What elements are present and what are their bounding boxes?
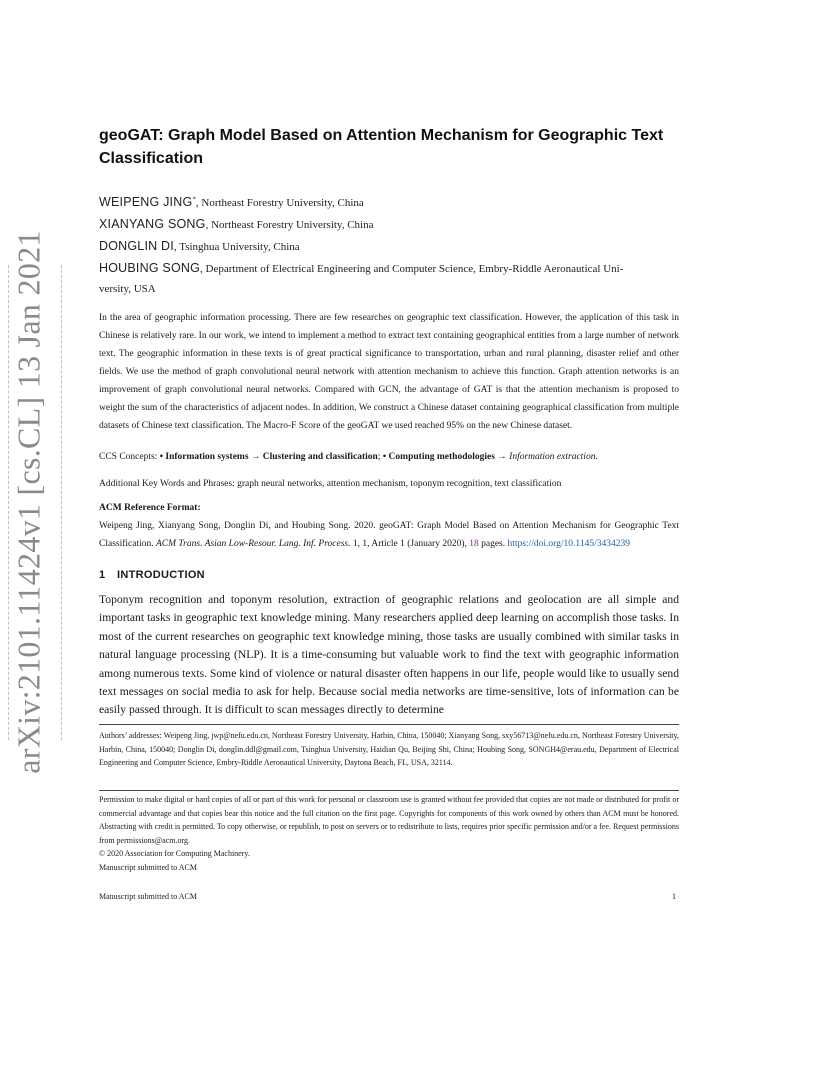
ccs-end: .	[595, 452, 598, 462]
permission-rule	[99, 790, 679, 791]
ccs-arrow: →	[494, 452, 510, 462]
permission-notice: Permission to make digital or hard copies of all or part of this work for personal or classroom use is granted without fee provided that copies are not made or distributed for profit or commercial advantage and that copies bear this notice and the full citation on the first page. Copyrights for components of this work owned by others than ACM must be honored. Abstracting with credit is permitted. To copy otherwise, or republish, to post on servers or to redistribute to lists, requires prior specific permission and/or a fee. Request permissions from permissions@acm.org.	[99, 795, 679, 845]
footer-left: Manuscript submitted to ACM	[99, 892, 197, 901]
ccs-separator: ;	[377, 452, 383, 462]
author-mark: *	[192, 195, 196, 204]
section-title: INTRODUCTION	[117, 569, 205, 581]
acm-ref-authors: Weipeng Jing, Xianyang Song, Donglin Di, and Houbing Song. 2020. geoGAT: Graph Model Based on Attention Mechanism for Geographic Text Classification.	[99, 521, 679, 549]
acm-ref-journal: ACM Trans. Asian Low-Resour. Lang. Inf. Process.	[156, 539, 351, 549]
author-name: XIANYANG SONG	[99, 217, 206, 231]
section-number: 1	[99, 569, 106, 581]
author-4-affiliation-cont: versity, USA	[99, 283, 156, 295]
intro-paragraph: Toponym recognition and toponym resolution, extraction of geographic relations and geolocation are all simple and important tasks in geographic text knowledge mining. Many researchers applied deep learning on accomplish those tasks. In most of the current researches on geographic text knowledge mining, those tasks are usually combined with similar tasks in natural language processing (NLP). It is a time-consuming but valuable work to find the text with geographic information among numerous texts. Some kind of violence or natural disaster often happens in our life, people would like to usually send text messages on social media to ask for help. Because social media networks are time-sensitive, lots of information can be easily passed through. It is difficult to scan messages directly to determine	[99, 593, 679, 717]
copyright-notice: © 2020 Association for Computing Machinery.	[99, 849, 250, 858]
acm-ref-pages-link[interactable]: 18	[469, 539, 479, 549]
ccs-item-2: • Computing methodologies	[382, 452, 495, 462]
author-3	[99, 239, 300, 253]
ccs-item-1: • Information systems → Clustering and classification	[159, 452, 378, 462]
doi-link[interactable]: https://doi.org/10.1145/3434239	[507, 539, 630, 549]
ccs-label: CCS Concepts:	[99, 452, 160, 462]
acm-reference-heading: ACM Reference Format:	[99, 503, 201, 513]
arxiv-identifier: arXiv:2101.11424v1 [cs.CL] 13 Jan 2021	[10, 230, 47, 774]
footnote-rule	[99, 724, 679, 725]
author-1	[99, 195, 364, 209]
acm-ref-volume: 1, 1, Article 1 (January 2020),	[350, 539, 470, 549]
paper-title: geoGAT: Graph Model Based on Attention Mechanism for Geographic Text Classification	[99, 127, 664, 167]
page-number: 1	[672, 892, 676, 901]
author-affiliation: , Northeast Forestry University, China	[195, 197, 364, 209]
author-4	[99, 261, 623, 275]
acm-reference	[99, 517, 679, 553]
acm-ref-pages: pages.	[478, 539, 508, 549]
ccs-item-2-sub: Information extraction	[509, 452, 596, 462]
author-affiliation: , Department of Electrical Engineering and Computer Science, Embry-Riddle Aeronautical Uni-	[200, 263, 624, 275]
author-name: WEIPENG JING	[99, 195, 193, 209]
ccs-concepts	[99, 452, 689, 462]
authors-addresses-footnote: Authors’ addresses: Weipeng Jing, jwp@nefu.edu.cn, Northeast Forestry University, Harbin, China, 150040; Xianyang Song, sxy56713@nefu.edu.cn, Northeast Forestry University, Harbin, China, 150040; Donglin Di, donglin.ddl@gmail.com, Tsinghua University, Haidian Qu, Beijing Shi, China; Houbing Song, SONGH4@erau.edu, Department of Electrical Engineering and Computer Science, Embry-Riddle Aeronautical University, Daytona Beach, FL, USA, 32114.	[99, 731, 679, 767]
manuscript-note: Manuscript submitted to ACM	[99, 863, 197, 872]
author-affiliation: , Northeast Forestry University, China	[205, 219, 374, 231]
keywords: Additional Key Words and Phrases: graph neural networks, attention mechanism, toponym recognition, text classification	[99, 479, 562, 489]
section-heading	[99, 569, 205, 581]
author-affiliation: , Tsinghua University, China	[173, 241, 300, 253]
author-name: DONGLIN DI	[99, 239, 174, 253]
abstract: In the area of geographic information processing. There are few researches on geographic text classification. However, the application of this task in Chinese is relatively rare. In our work, we intend to implement a method to extract text containing geographical entities from a large number of network text. The geographic information in these texts is of great practical significance to transportation, urban and rural planning, disaster relief and other fields. We use the method of graph convolutional neural network with attention mechanism to achieve this function. Graph attention networks is an improvement of graph convolutional neural networks. Compared with GCN, the advantage of GAT is that the attention mechanism is proposed to weight the sum of the characteristics of adjacent nodes. In addition, We construct a Chinese dataset containing geographical classification from multiple datasets of Chinese text classification. The Macro-F Score of the geoGAT we used reached 95% on the new Chinese dataset.	[99, 313, 679, 431]
author-name: HOUBING SONG	[99, 261, 201, 275]
author-2	[99, 217, 374, 231]
